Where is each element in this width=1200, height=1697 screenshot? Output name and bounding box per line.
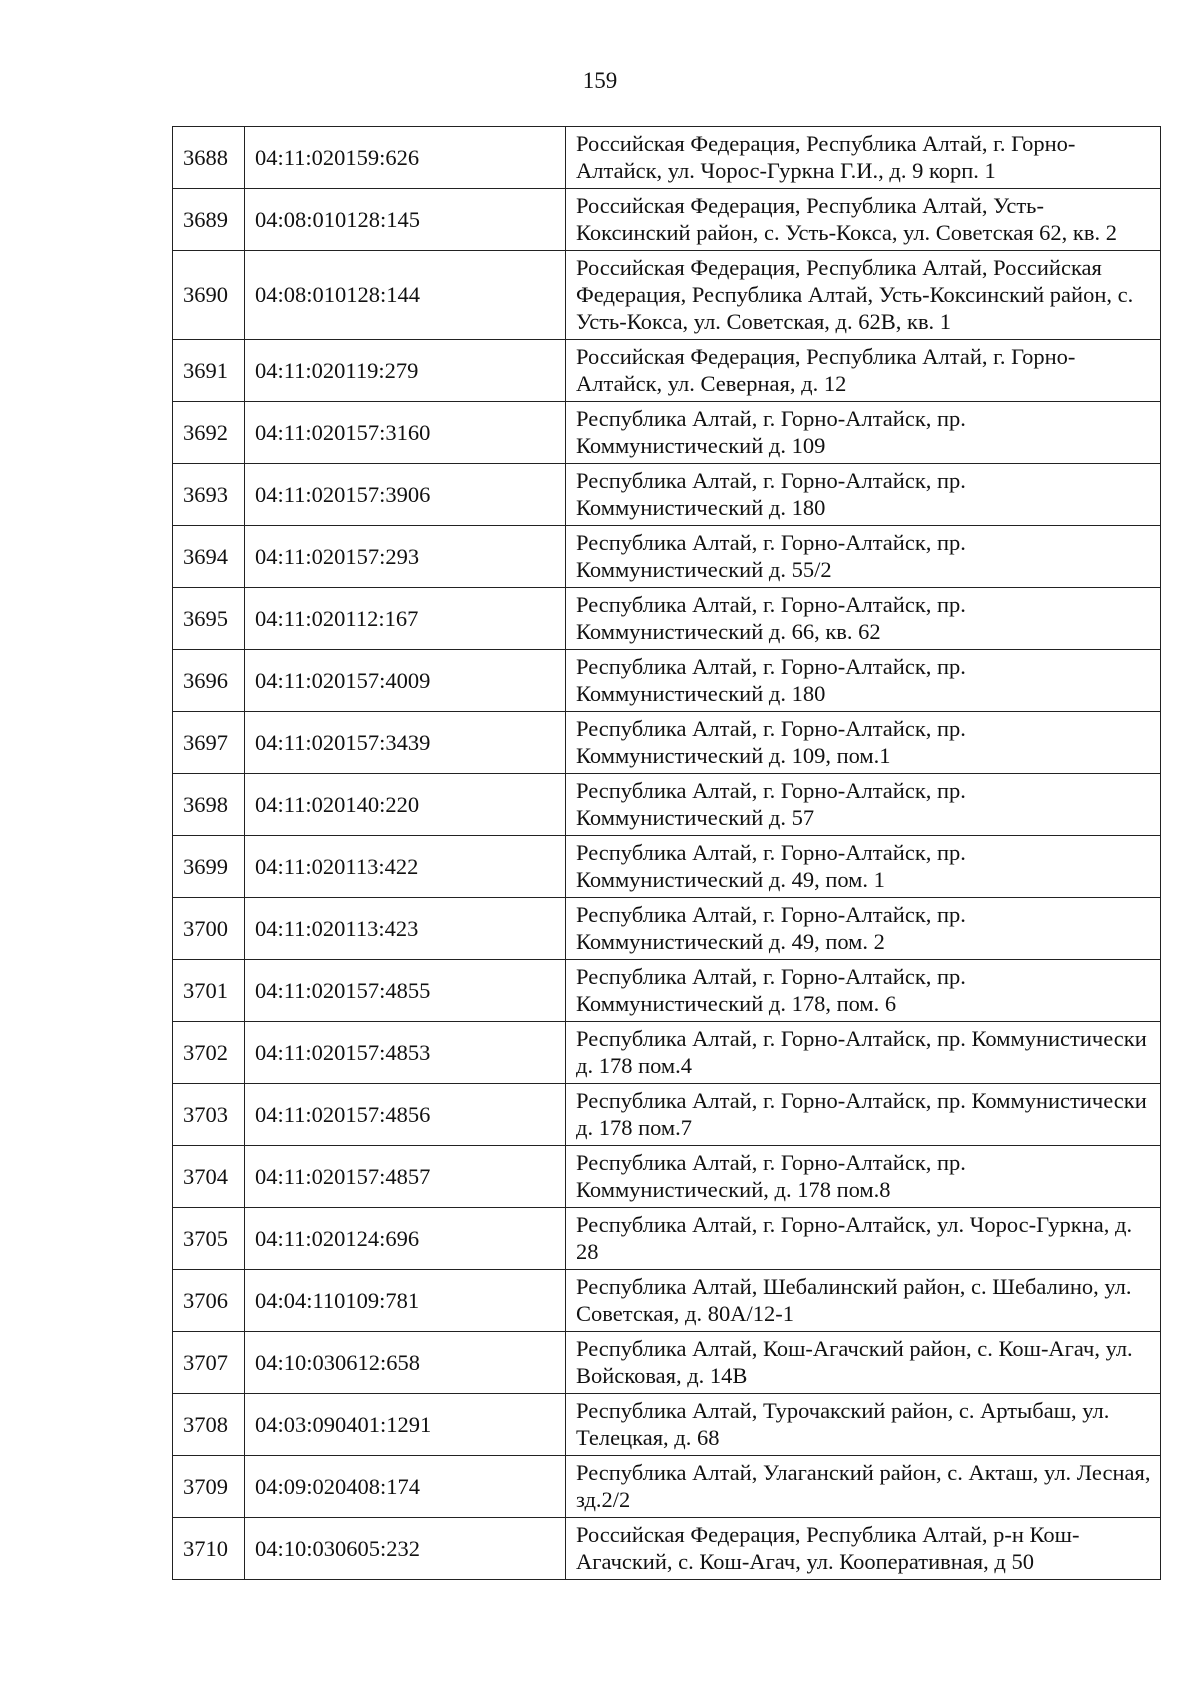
row-number-cell: 3706 bbox=[173, 1270, 245, 1332]
table-row bbox=[173, 1208, 1161, 1270]
row-number-cell: 3690 bbox=[173, 251, 245, 340]
address-cell: Республика Алтай, г. Горно-Алтайск, пр. Коммунистически д. 178 пом.4 bbox=[566, 1022, 1161, 1084]
row-number-cell: 3696 bbox=[173, 650, 245, 712]
table-row bbox=[173, 1270, 1161, 1332]
table-row bbox=[173, 712, 1161, 774]
cadastral-number-cell: 04:11:020140:220 bbox=[245, 774, 566, 836]
cadastral-number-cell: 04:03:090401:1291 bbox=[245, 1394, 566, 1456]
address-cell: Российская Федерация, Республика Алтай, Усть-Коксинский район, с. Усть-Кокса, ул. Советская 62, кв. 2 bbox=[566, 189, 1161, 251]
row-number-cell: 3698 bbox=[173, 774, 245, 836]
table-row bbox=[173, 774, 1161, 836]
registry-body bbox=[173, 127, 1161, 1580]
address-cell: Республика Алтай, г. Горно-Алтайск, пр. Коммунистический д. 49, пом. 2 bbox=[566, 898, 1161, 960]
row-number-cell: 3709 bbox=[173, 1456, 245, 1518]
row-number-cell: 3703 bbox=[173, 1084, 245, 1146]
table-row bbox=[173, 464, 1161, 526]
cadastral-number-cell: 04:11:020124:696 bbox=[245, 1208, 566, 1270]
table-row bbox=[173, 526, 1161, 588]
cadastral-number-cell: 04:11:020157:4853 bbox=[245, 1022, 566, 1084]
address-cell: Республика Алтай, г. Горно-Алтайск, пр. Коммунистический д. 66, кв. 62 bbox=[566, 588, 1161, 650]
table-row bbox=[173, 1084, 1161, 1146]
row-number-cell: 3707 bbox=[173, 1332, 245, 1394]
table-row bbox=[173, 340, 1161, 402]
row-number-cell: 3701 bbox=[173, 960, 245, 1022]
cadastral-number-cell: 04:09:020408:174 bbox=[245, 1456, 566, 1518]
cadastral-number-cell: 04:11:020157:4855 bbox=[245, 960, 566, 1022]
row-number-cell: 3700 bbox=[173, 898, 245, 960]
table-row bbox=[173, 1518, 1161, 1580]
page-number: 159 bbox=[582, 68, 618, 93]
row-number-cell: 3689 bbox=[173, 189, 245, 251]
cadastral-number-cell: 04:11:020157:3906 bbox=[245, 464, 566, 526]
cadastral-number-cell: 04:11:020157:293 bbox=[245, 526, 566, 588]
property-registry-table bbox=[172, 126, 1161, 1580]
table-row bbox=[173, 960, 1161, 1022]
address-cell: Республика Алтай, г. Горно-Алтайск, пр. Коммунистический д. 49, пом. 1 bbox=[566, 836, 1161, 898]
address-cell: Российская Федерация, Республика Алтай, Российская Федерация, Республика Алтай, Усть-Коксинский район, с. Усть-Кокса, ул. Советская, д. 62В, кв. 1 bbox=[566, 251, 1161, 340]
row-number-cell: 3693 bbox=[173, 464, 245, 526]
address-cell: Республика Алтай, г. Горно-Алтайск, пр. Коммунистический д. 109, пом.1 bbox=[566, 712, 1161, 774]
row-number-cell: 3708 bbox=[173, 1394, 245, 1456]
table-row bbox=[173, 1022, 1161, 1084]
cadastral-number-cell: 04:04:110109:781 bbox=[245, 1270, 566, 1332]
row-number-cell: 3710 bbox=[173, 1518, 245, 1580]
table-row bbox=[173, 1456, 1161, 1518]
address-cell: Республика Алтай, Кош-Агачский район, с. Кош-Агач, ул. Войсковая, д. 14В bbox=[566, 1332, 1161, 1394]
cadastral-number-cell: 04:11:020157:3439 bbox=[245, 712, 566, 774]
cadastral-number-cell: 04:11:020159:626 bbox=[245, 127, 566, 189]
cadastral-number-cell: 04:08:010128:144 bbox=[245, 251, 566, 340]
table-row bbox=[173, 1146, 1161, 1208]
table-row bbox=[173, 189, 1161, 251]
row-number-cell: 3705 bbox=[173, 1208, 245, 1270]
row-number-cell: 3691 bbox=[173, 340, 245, 402]
table-row bbox=[173, 127, 1161, 189]
cadastral-number-cell: 04:11:020157:4857 bbox=[245, 1146, 566, 1208]
table-row bbox=[173, 836, 1161, 898]
address-cell: Российская Федерация, Республика Алтай, г. Горно-Алтайск, ул. Чорос-Гуркна Г.И., д. 9 корп. 1 bbox=[566, 127, 1161, 189]
address-cell: Республика Алтай, г. Горно-Алтайск, пр. Коммунистический д. 109 bbox=[566, 402, 1161, 464]
row-number-cell: 3694 bbox=[173, 526, 245, 588]
cadastral-number-cell: 04:11:020157:4856 bbox=[245, 1084, 566, 1146]
cadastral-number-cell: 04:08:010128:145 bbox=[245, 189, 566, 251]
row-number-cell: 3702 bbox=[173, 1022, 245, 1084]
cadastral-number-cell: 04:11:020113:422 bbox=[245, 836, 566, 898]
row-number-cell: 3695 bbox=[173, 588, 245, 650]
address-cell: Республика Алтай, г. Горно-Алтайск, пр. Коммунистический д. 180 bbox=[566, 650, 1161, 712]
cadastral-number-cell: 04:11:020113:423 bbox=[245, 898, 566, 960]
table-row bbox=[173, 1332, 1161, 1394]
cadastral-number-cell: 04:10:030612:658 bbox=[245, 1332, 566, 1394]
address-cell: Республика Алтай, г. Горно-Алтайск, пр. Коммунистический д. 178, пом. 6 bbox=[566, 960, 1161, 1022]
address-cell: Республика Алтай, г. Горно-Алтайск, пр. Коммунистический д. 57 bbox=[566, 774, 1161, 836]
address-cell: Российская Федерация, Республика Алтай, р-н Кош-Агачский, с. Кош-Агач, ул. Кооперативная, д 50 bbox=[566, 1518, 1161, 1580]
table-row bbox=[173, 402, 1161, 464]
address-cell: Республика Алтай, г. Горно-Алтайск, пр. Коммунистически д. 178 пом.7 bbox=[566, 1084, 1161, 1146]
address-cell: Российская Федерация, Республика Алтай, г. Горно-Алтайск, ул. Северная, д. 12 bbox=[566, 340, 1161, 402]
row-number-cell: 3699 bbox=[173, 836, 245, 898]
cadastral-number-cell: 04:11:020112:167 bbox=[245, 588, 566, 650]
address-cell: Республика Алтай, г. Горно-Алтайск, пр. Коммунистический д. 180 bbox=[566, 464, 1161, 526]
row-number-cell: 3692 bbox=[173, 402, 245, 464]
address-cell: Республика Алтай, Шебалинский район, с. Шебалино, ул. Советская, д. 80А/12-1 bbox=[566, 1270, 1161, 1332]
table-row bbox=[173, 588, 1161, 650]
cadastral-number-cell: 04:11:020119:279 bbox=[245, 340, 566, 402]
row-number-cell: 3704 bbox=[173, 1146, 245, 1208]
table-row bbox=[173, 650, 1161, 712]
row-number-cell: 3697 bbox=[173, 712, 245, 774]
address-cell: Республика Алтай, г. Горно-Алтайск, пр. Коммунистический д. 55/2 bbox=[566, 526, 1161, 588]
table-row bbox=[173, 898, 1161, 960]
table-row bbox=[173, 251, 1161, 340]
address-cell: Республика Алтай, Турочакский район, с. Артыбаш, ул. Телецкая, д. 68 bbox=[566, 1394, 1161, 1456]
table-row bbox=[173, 1394, 1161, 1456]
address-cell: Республика Алтай, г. Горно-Алтайск, ул. Чорос-Гуркна, д. 28 bbox=[566, 1208, 1161, 1270]
cadastral-number-cell: 04:11:020157:4009 bbox=[245, 650, 566, 712]
address-cell: Республика Алтай, г. Горно-Алтайск, пр. Коммунистический, д. 178 пом.8 bbox=[566, 1146, 1161, 1208]
cadastral-number-cell: 04:11:020157:3160 bbox=[245, 402, 566, 464]
row-number-cell: 3688 bbox=[173, 127, 245, 189]
address-cell: Республика Алтай, Улаганский район, с. Акташ, ул. Лесная, зд.2/2 bbox=[566, 1456, 1161, 1518]
cadastral-number-cell: 04:10:030605:232 bbox=[245, 1518, 566, 1580]
